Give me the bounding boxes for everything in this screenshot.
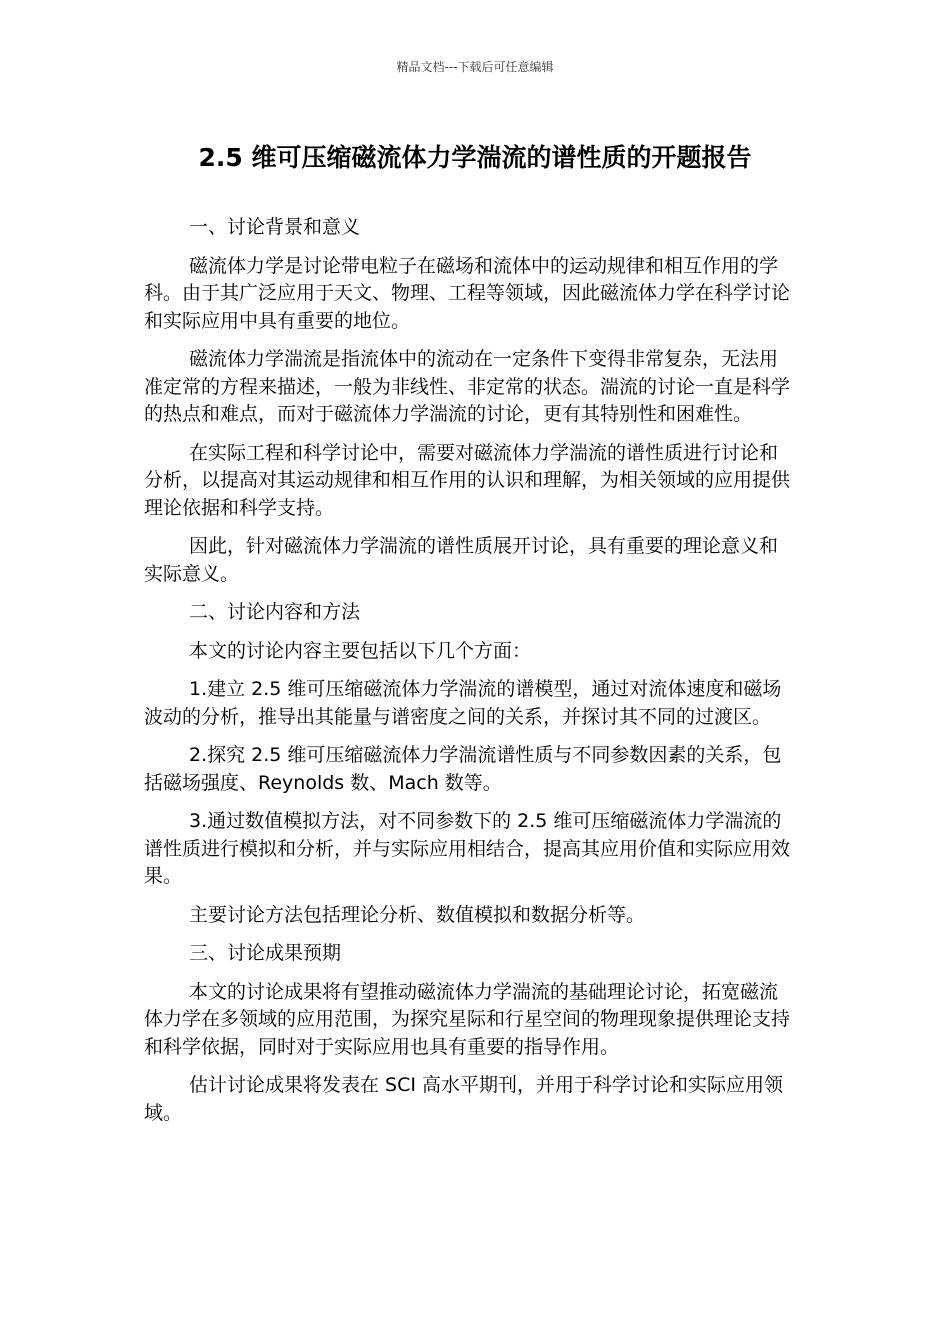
paragraph: 主要讨论方法包括理论分析、数值模拟和数据分析等。 [189, 903, 646, 926]
list-item: 1.建立 2.5 维可压缩磁流体力学湍流的谱模型，通过对流体速度和磁场波动的分析，推导出其能量与谱密度之间的关系，并探讨其不同的过渡区。 [144, 678, 782, 728]
section-heading-expected-results: 三、讨论成果预期 [189, 942, 342, 964]
list-item: 3.通过数值模拟方法，对不同参数下的 2.5 维可压缩磁流体力学湍流的谱性质进行模拟和分析，并与实际应用相结合，提高其应用价值和实际应用效果。 [144, 810, 791, 887]
paragraph: 本文的讨论内容主要包括以下几个方面： [189, 639, 532, 662]
document-title: 2.5 维可压缩磁流体力学湍流的谱性质的开题报告 [198, 143, 752, 172]
paragraph: 因此，针对磁流体力学湍流的谱性质展开讨论，具有重要的理论意义和实际意义。 [144, 535, 779, 585]
section-heading-background: 一、讨论背景和意义 [189, 216, 361, 238]
document-body [144, 214, 794, 1138]
paragraph: 在实际工程和科学讨论中，需要对磁流体力学湍流的谱性质进行讨论和分析，以提高对其运动规律和相互作用的认识和理解，为相关领域的应用提供理论依据和科学支持。 [144, 441, 791, 519]
paragraph: 磁流体力学湍流是指流体中的流动在一定条件下变得非常复杂，无法用准定常的方程来描述，一般为非线性、非定常的状态。湍流的讨论一直是科学的热点和难点，而对于磁流体力学湍流的讨论，更有其特别性和困难性。 [144, 348, 791, 425]
page-header-note: 精品文档---下载后可任意编辑 [396, 60, 554, 74]
list-item: 2.探究 2.5 维可压缩磁流体力学湍流谱性质与不同参数因素的关系，包括磁场强度、Reynolds 数、Mach 数等。 [144, 744, 782, 794]
paragraph: 本文的讨论成果将有望推动磁流体力学湍流的基础理论讨论，拓宽磁流体力学在多领域的应用范围，为探究星际和行星空间的物理现象提供理论支持和科学依据，同时对于实际应用也具有重要的指导作用。 [144, 980, 791, 1058]
paragraph: 磁流体力学是讨论带电粒子在磁场和流体中的运动规律和相互作用的学科。由于其广泛应用于天文、物理、工程等领域，因此磁流体力学在科学讨论和实际应用中具有重要的地位。 [144, 254, 791, 332]
section-heading-content-methods: 二、讨论内容和方法 [189, 601, 361, 623]
paragraph: 估计讨论成果将发表在 SCI 高水平期刊，并用于科学讨论和实际应用领域。 [144, 1074, 784, 1124]
